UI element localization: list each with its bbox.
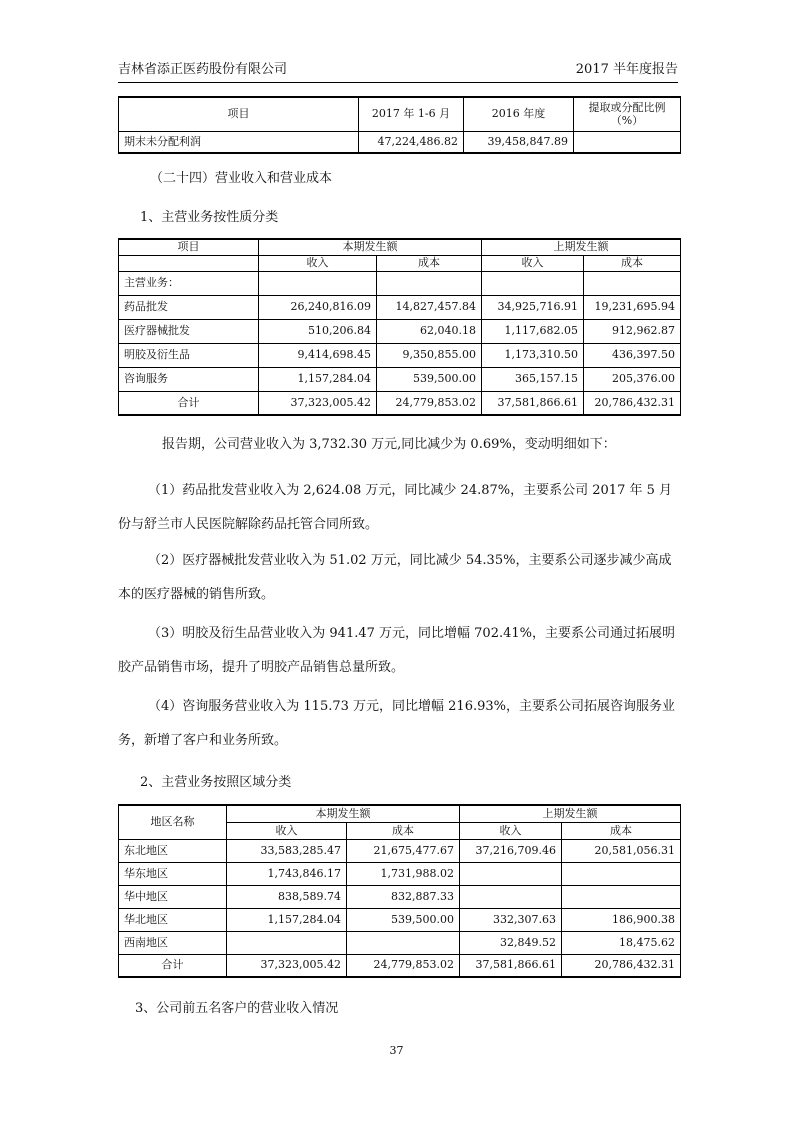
cell-value: 510,206.84 [259,319,377,343]
sub3-title: 3、公司前五名客户的营业收入情况 [135,1001,339,1016]
cell-value: 838,589.74 [227,885,347,908]
cell-value: 1,173,310.50 [482,343,584,367]
row-label: 期末未分配利润 [119,131,359,153]
header-item: 项目 [119,239,259,255]
paragraph-summary: 报告期，公司营业收入为 3,732.30 万元,同比减少为 0.69%，变动明细如下： [162,437,616,452]
row-label: 西南地区 [119,931,227,954]
main-business-label: 主营业务： [119,271,259,295]
cell-value: 912,962.87 [584,319,681,343]
cell-value: 205,376.00 [584,367,681,391]
paragraph-item-4: （4）咨询服务营业收入为 115.73 万元，同比增幅 216.93%，主要系公司拓展咨询服务业务，新增了客户和业务所致。 [118,699,675,748]
cell-value: 365,157.15 [482,367,584,391]
table-row [119,367,681,391]
cell-value: 37,323,005.42 [227,954,347,977]
row-label: 华北地区 [119,908,227,931]
revenue-by-region-table [118,804,681,978]
cell-value: 9,350,855.00 [377,343,482,367]
cell-value: 332,307.63 [460,908,562,931]
table-row [119,908,681,931]
cell-value: 1,157,284.04 [227,908,347,931]
cell-value: 39,458,847.89 [464,131,574,153]
header-prior: 上期发生额 [460,805,681,822]
paragraph-item-3: （3）明胶及衍生品营业收入为 941.47 万元，同比增幅 702.41%，主要系公司通过拓展明胶产品销售市场，提升了明胶产品销售总量所致。 [118,626,675,675]
cell-value: 1,157,284.04 [259,367,377,391]
table-row [119,319,681,343]
cell-value: 37,216,709.46 [460,839,562,862]
header-cost: 成本 [562,822,681,839]
paragraph-item-2: （2）医疗器械批发营业收入为 51.02 万元，同比减少 54.35%，主要系公司逐步减少高成本的医疗器械的销售所致。 [118,553,672,602]
header-revenue: 收入 [460,822,562,839]
header-revenue: 收入 [259,255,377,271]
cell-value: 9,414,698.45 [259,343,377,367]
row-label: 东北地区 [119,839,227,862]
total-label: 合计 [119,954,227,977]
section-24-title: （二十四）营业收入和营业成本 [150,171,333,186]
cell-value: 37,323,005.42 [259,391,377,415]
row-label: 华东地区 [119,862,227,885]
cell-value [562,862,681,885]
cell-value [460,885,562,908]
page-header [118,58,678,83]
row-label: 咨询服务 [119,367,259,391]
cell-value: 47,224,486.82 [359,131,464,153]
cell-value: 37,581,866.61 [482,391,584,415]
header-revenue: 收入 [482,255,584,271]
cell-value [347,931,460,954]
cell-value [562,885,681,908]
cell-value: 832,887.33 [347,885,460,908]
row-label: 明胶及衍生品 [119,343,259,367]
sub1-title: 1、主营业务按性质分类 [140,210,279,225]
cell-value: 14,827,457.84 [377,295,482,319]
cell-value [460,862,562,885]
row-label: 华中地区 [119,885,227,908]
revenue-by-nature-table [118,238,681,416]
sub2-title: 2、主营业务按照区域分类 [140,775,292,790]
header-cost: 成本 [347,822,460,839]
cell-value [574,131,681,153]
cell-value [227,931,347,954]
total-row [119,391,681,415]
header-current-period: 2017 年 1-6 月 [359,97,464,131]
row-label: 医疗器械批发 [119,319,259,343]
total-row [119,954,681,977]
header-item: 项目 [119,97,359,131]
cell-value: 24,779,853.02 [377,391,482,415]
table-row [119,862,681,885]
header-prior-year: 2016 年度 [464,97,574,131]
cell-value: 436,397.50 [584,343,681,367]
cell-value: 1,731,988.02 [347,862,460,885]
table-row [119,839,681,862]
header-ratio: 提取或分配比例（%） [574,97,681,131]
cell-value: 20,786,432.31 [562,954,681,977]
header-current: 本期发生额 [259,239,482,255]
cell-value: 20,581,056.31 [562,839,681,862]
header-region: 地区名称 [119,805,227,839]
row-label: 药品批发 [119,295,259,319]
cell-value: 1,743,846.17 [227,862,347,885]
cell-value: 24,779,853.02 [347,954,460,977]
cell-value: 32,849.52 [460,931,562,954]
cell-value: 21,675,477.67 [347,839,460,862]
cell-value: 37,581,866.61 [460,954,562,977]
cell-value: 186,900.38 [562,908,681,931]
cell-value: 34,925,716.91 [482,295,584,319]
cell-value: 18,475.62 [562,931,681,954]
cell-value: 19,231,695.94 [584,295,681,319]
table-row [119,343,681,367]
header-prior: 上期发生额 [482,239,681,255]
cell-value: 1,117,682.05 [482,319,584,343]
cell-value: 33,583,285.47 [227,839,347,862]
cell-value: 62,040.18 [377,319,482,343]
page-number: 37 [389,1044,404,1057]
table-row [119,885,681,908]
paragraph-item-1: （1）药品批发营业收入为 2,624.08 万元，同比减少 24.87%，主要系公司 2017 年 5 月份与舒兰市人民医院解除药品托管合同所致。 [118,483,673,532]
cell-value: 20,786,432.31 [584,391,681,415]
header-revenue: 收入 [227,822,347,839]
total-label: 合计 [119,391,259,415]
report-title: 2017 半年度报告 [575,62,678,77]
cell-value: 539,500.00 [347,908,460,931]
table-row [119,931,681,954]
profit-distribution-table [118,96,681,154]
header-blank [119,255,259,271]
header-cost: 成本 [584,255,681,271]
header-current: 本期发生额 [227,805,460,822]
header-cost: 成本 [377,255,482,271]
table-row [119,295,681,319]
company-name: 吉林省添正医药股份有限公司 [118,62,288,77]
cell-value: 26,240,816.09 [259,295,377,319]
cell-value: 539,500.00 [377,367,482,391]
